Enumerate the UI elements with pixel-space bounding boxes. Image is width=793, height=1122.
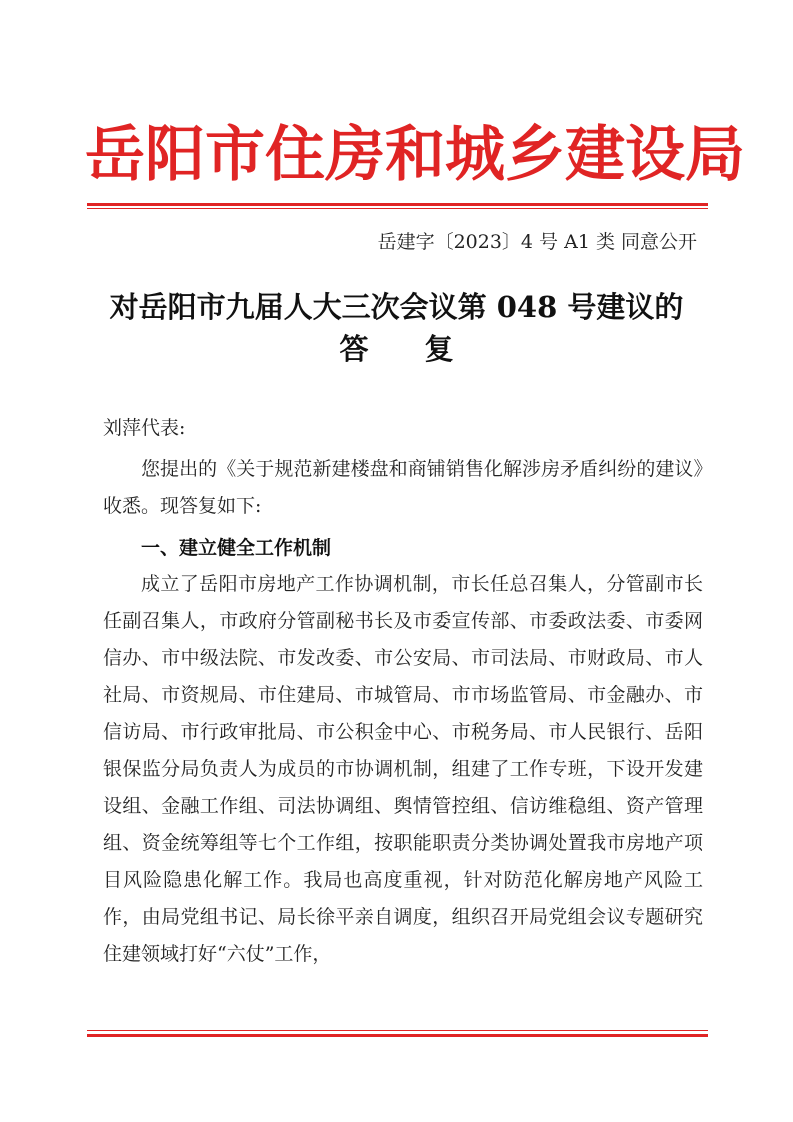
document-title-line1: 对岳阳市九届人大三次会议第 048 号建议的 — [109, 290, 684, 324]
document-title-line2: 答复 — [339, 332, 510, 366]
organization-header: 岳阳市住房和城乡建设局 — [85, 120, 745, 190]
paragraph-intro-text: 您提出的《关于规范新建楼盘和商铺销售化解涉房矛盾纠纷的建议》收悉。现答复如下: — [103, 458, 703, 517]
section-heading-1: 一、建立健全工作机制 — [141, 537, 332, 559]
footer-rule-thick — [87, 1034, 708, 1037]
paragraph-intro — [103, 451, 703, 525]
salutation: 刘萍代表: — [103, 417, 186, 439]
footer-rule-thin — [87, 1030, 708, 1031]
paragraph-mechanism-text: 成立了岳阳市房地产工作协调机制，市长任总召集人，分管副市长任副召集人，市政府分管副秘书长及市委宣传部、市委政法委、市委网信办、市中级法院、市发改委、市公安局、市司法局、市财政局、市人社局、市资规局、市住建局、市城管局、市市场监管局、市金融办、市信访局、市行政审批局、市公积金中心、市税务局、市人民银行、岳阳银保监分局负责人为成员的市协调机制，组建了工作专班，下设开发建设组、金融工作组、司法协调组、舆情管控组、信访维稳组、资产管理组、资金统筹组等七个工作组，按职能职责分类协调处置我市房地产项目风险隐患化解工作。我局也高度重视，针对防范化解房地产风险工作，由局党组书记、局长徐平亲自调度，组织召开局党组会议专题研究住建领域打好“六仗”工作， — [103, 573, 703, 965]
header-rule-thin — [87, 208, 708, 209]
header-rule-thick — [87, 203, 708, 206]
paragraph-mechanism — [103, 566, 703, 973]
document-number: 岳建字〔2023〕4 号 A1 类 同意公开 — [377, 231, 697, 253]
